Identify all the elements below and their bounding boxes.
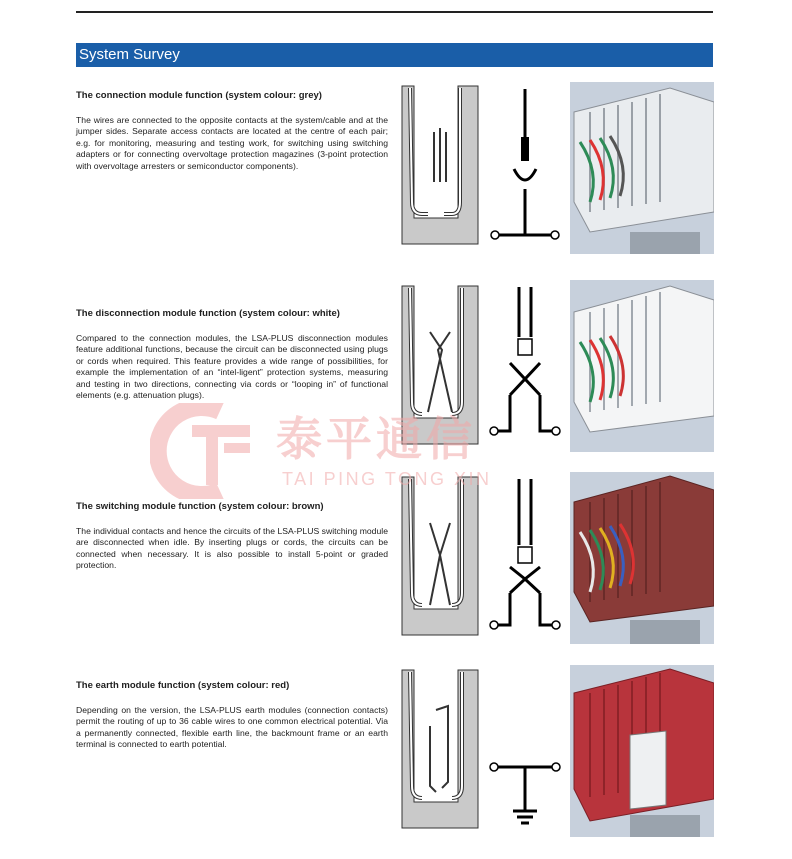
section-body: Depending on the version, the LSA-PLUS earth modules (connection contacts) permit the routing of up to 36 cable wires to one common electrical potential. Via a permanently connected, flexible earth line, the backmount frame or an earth terminal is connected to earth potential. bbox=[76, 705, 388, 750]
connection-circuit-symbol bbox=[488, 85, 562, 249]
section-body: The wires are connected to the opposite contacts at the system/cable and at the jumper sides. Separate access contacts are located at the centre of each pair; e.g. for monitoring, measuring and testing work, for switching using switching adapters or for connecting overvoltage protection magazines (3-point protection with overvoltage arresters or semiconductor components). bbox=[76, 115, 388, 171]
section-heading: The earth module function (system colour: red) bbox=[76, 680, 290, 691]
section-body: Compared to the connection modules, the LSA-PLUS disconnection modules feature additional functions, because the circuit can be disconnected using plugs or cords when required. This feature provides a wide range of possibilities, for example the implementation of an “intel-ligent” protection systems, measuring and testing in two directions, connecting via cords or “looping in” of functional elements (e.g. attenuation plugs). bbox=[76, 333, 388, 401]
earth-module-photo bbox=[570, 665, 714, 837]
section-switching bbox=[76, 501, 388, 572]
section-heading: The connection module function (system colour: grey) bbox=[76, 90, 322, 101]
section-connection bbox=[76, 90, 388, 172]
connection-module-photo bbox=[570, 82, 714, 254]
connection-contact-diagram bbox=[400, 82, 480, 246]
watermark-english: TAI PING TONG XIN bbox=[282, 469, 492, 489]
switching-module-photo bbox=[570, 472, 714, 644]
watermark-logo-icon bbox=[150, 403, 270, 499]
disconnection-module-photo bbox=[570, 280, 714, 452]
page-title: System Survey bbox=[76, 43, 713, 67]
switching-circuit-symbol bbox=[488, 475, 562, 639]
section-body: The individual contacts and hence the circuits of the LSA-PLUS switching module are disconnected when idle. By inserting plugs or cords, the circuits can be connected when necessary. It is also possible to install 5-point or graded protection. bbox=[76, 526, 388, 571]
earth-circuit-symbol bbox=[488, 665, 562, 829]
disconnection-contact-diagram bbox=[400, 282, 480, 446]
watermark-chinese: 泰平通信 bbox=[276, 412, 476, 466]
earth-contact-diagram bbox=[400, 666, 480, 830]
section-earth bbox=[76, 680, 388, 751]
top-rule bbox=[76, 11, 713, 13]
section-heading: The disconnection module function (system colour: white) bbox=[76, 308, 340, 319]
section-heading: The switching module function (system colour: brown) bbox=[76, 501, 324, 512]
disconnection-circuit-symbol bbox=[488, 283, 562, 447]
switching-contact-diagram bbox=[400, 473, 480, 637]
section-disconnection bbox=[76, 308, 388, 401]
